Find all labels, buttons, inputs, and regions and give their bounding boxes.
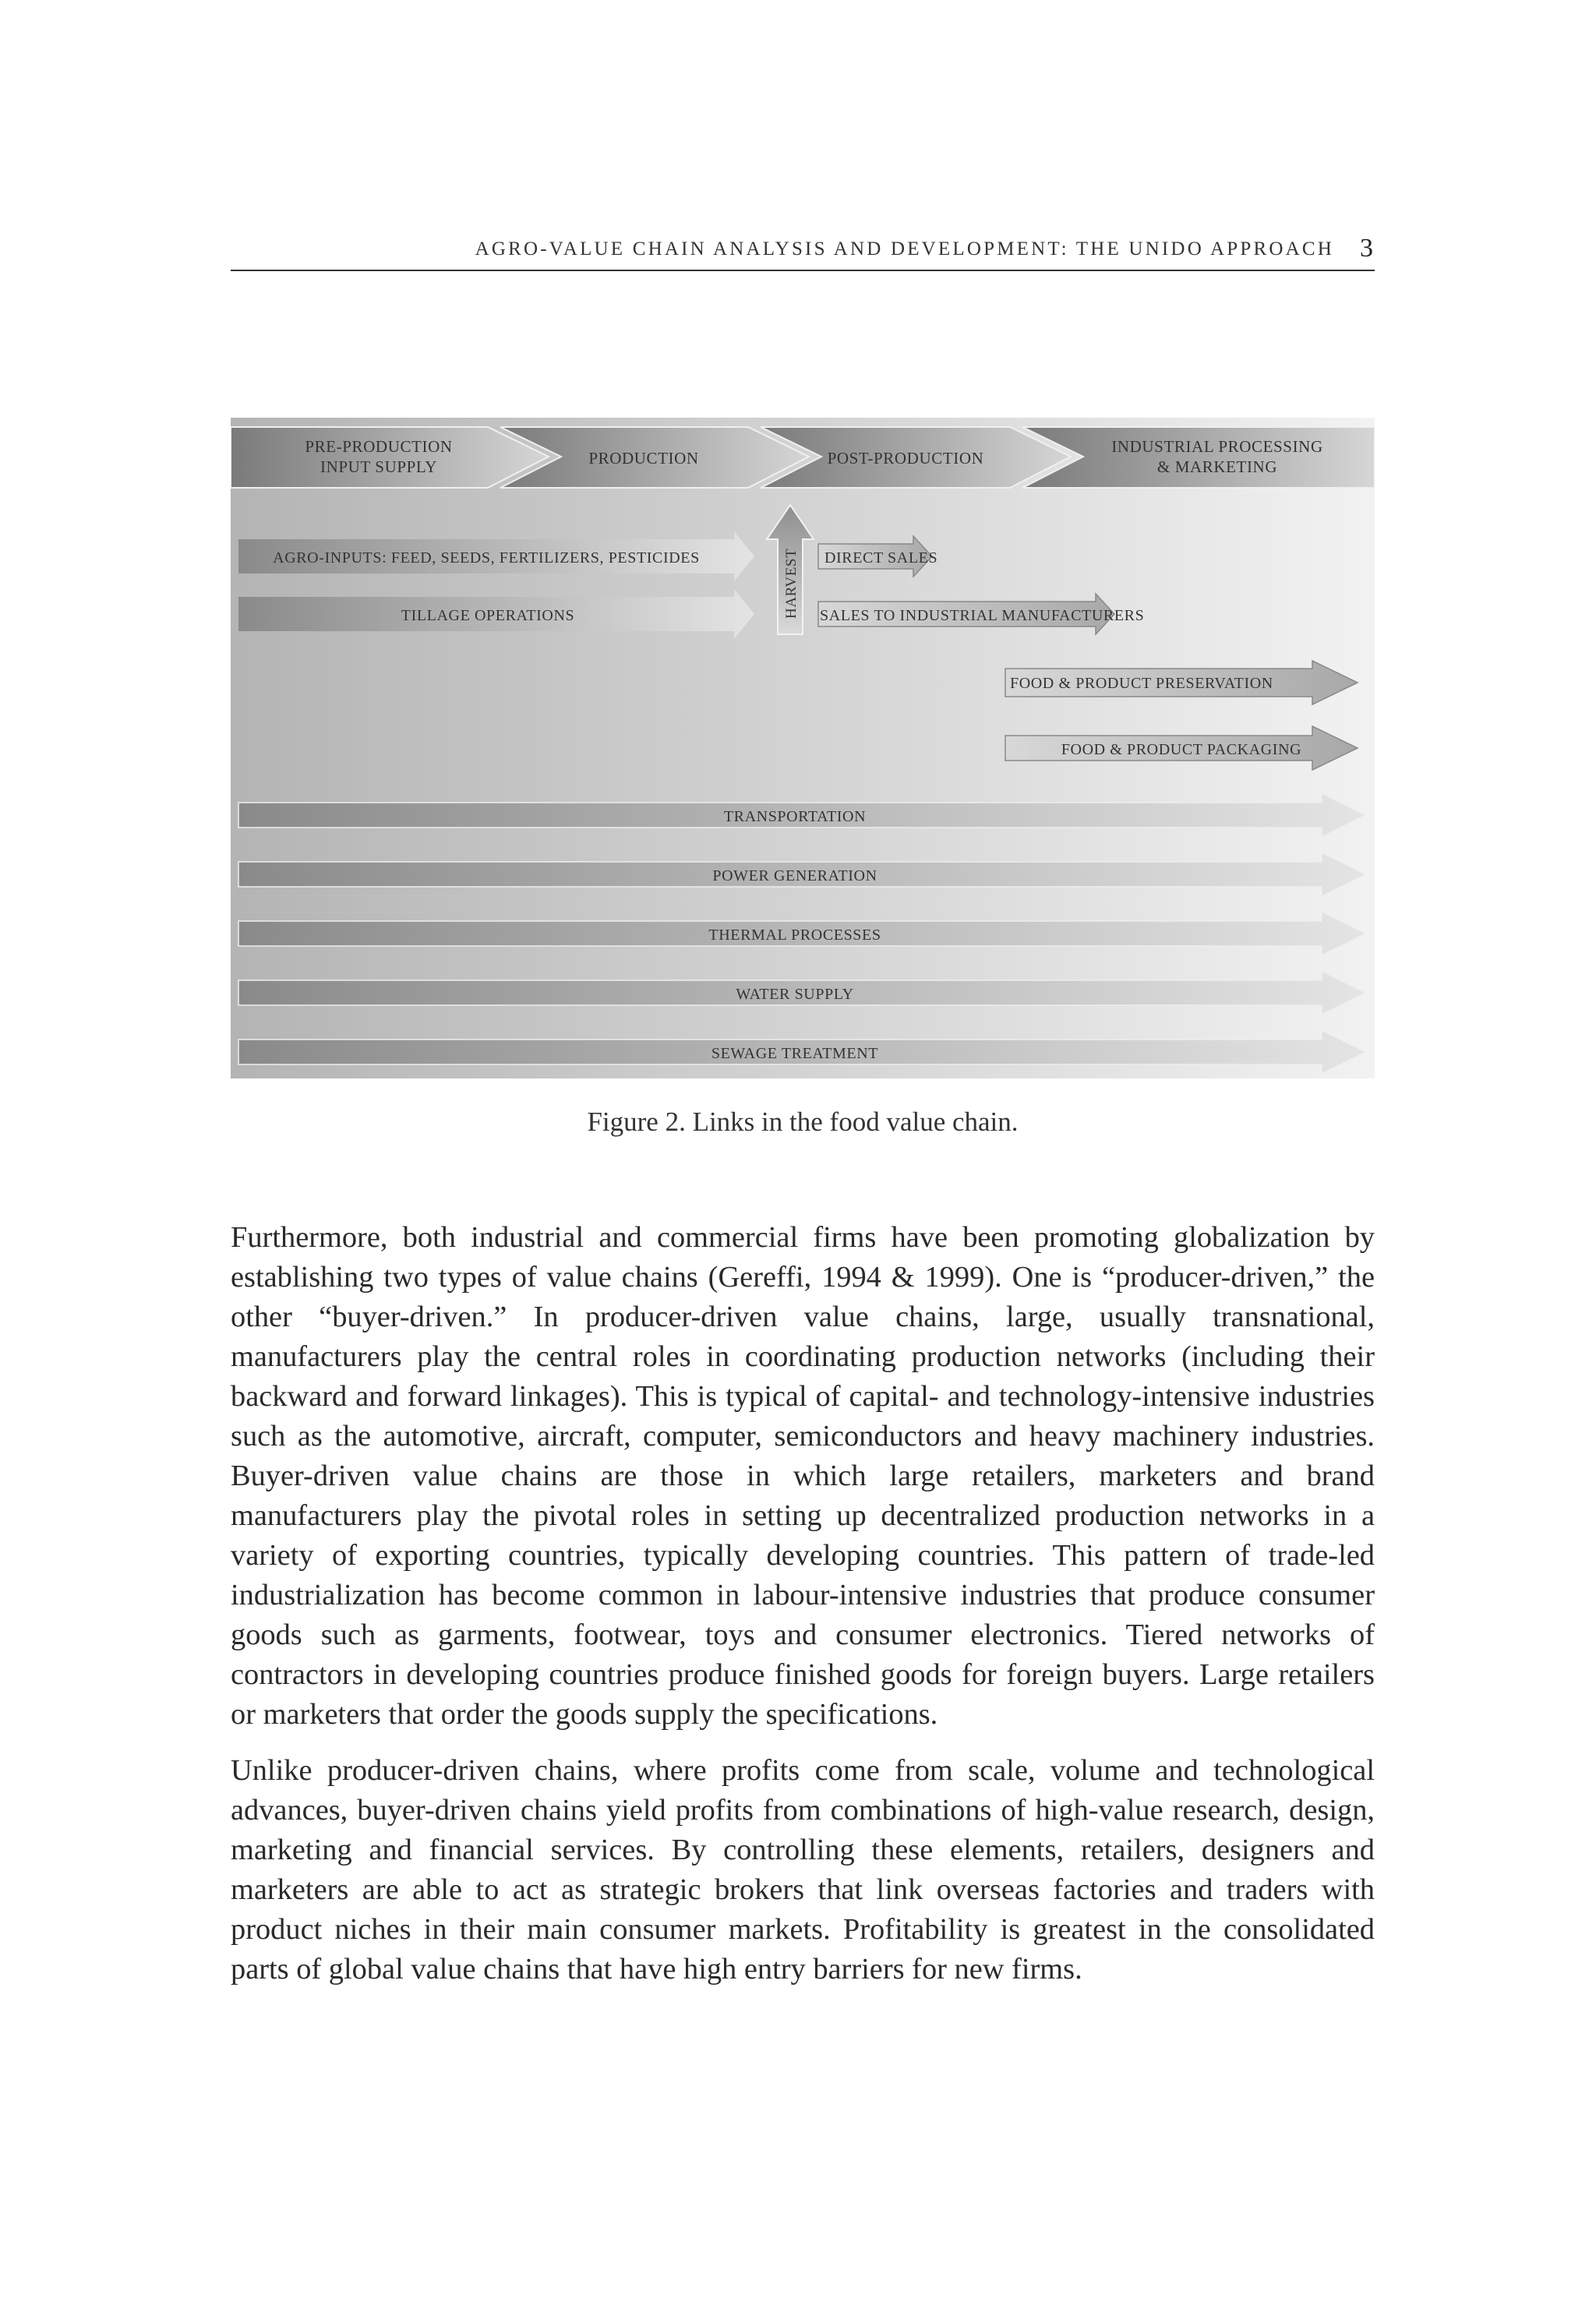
body-paragraph-1: Furthermore, both industrial and commercial firms have been promoting globalization by establishing two types of value chains (Gereffi, 1994 & 1999). One is “producer-driven,” the other “buyer-driven.” In producer-driven value chains, large, usually transnational, manufacturers play the central roles in coordinating production networks (including their backward and forward linkages). This is typical of capital- and technology-intensive industries such as the automotive, aircraft, computer, semiconductors and heavy machinery industries. Buyer-driven value chains are those in which large retailers, marketers and brand manufacturers play the pivotal roles in setting up decentralized production networks in a variety of exporting countries, typically developing countries. This pattern of trade-led industrialization has become common in labour-intensive industries that produce consumer goods such as garments, footwear, toys and consumer electronics. Tiered networks of contractors in developing countries produce finished goods for foreign buyers. Large retailers or marketers that order the goods supply the specifications.	[231, 1221, 1375, 1731]
value-chain-figure	[231, 418, 1375, 1078]
running-title: AGRO-VALUE CHAIN ANALYSIS AND DEVELOPMENT: THE UNIDO APPROACH	[475, 238, 1334, 259]
link-label-sales-industrial: SALES TO INDUSTRIAL MANUFACTURERS	[820, 607, 1145, 624]
cross-label-power-generation: POWER GENERATION	[712, 867, 877, 884]
stage-chevrons	[231, 427, 1375, 488]
stage-label-2: PRODUCTION	[588, 449, 699, 468]
cross-label-transportation: TRANSPORTATION	[723, 808, 867, 825]
cross-label-water-supply: WATER SUPPLY	[736, 986, 854, 1003]
figure-caption: Figure 2. Links in the food value chain.	[587, 1107, 1019, 1137]
link-label-preservation: FOOD & PRODUCT PRESERVATION	[1010, 675, 1273, 692]
stage-label-1b: INPUT SUPPLY	[320, 457, 437, 476]
stage-label-4b: & MARKETING	[1156, 457, 1278, 476]
link-label-packaging: FOOD & PRODUCT PACKAGING	[1061, 741, 1302, 758]
cross-label-sewage-treatment: SEWAGE TREATMENT	[711, 1045, 879, 1062]
stage-label-1a: PRE-PRODUCTION	[305, 437, 453, 456]
value-chain-diagram	[231, 418, 1375, 1078]
link-label-tillage: TILLAGE OPERATIONS	[401, 607, 575, 624]
running-header	[231, 234, 1375, 271]
page-number: 3	[1360, 234, 1373, 263]
link-label-direct-sales: DIRECT SALES	[824, 549, 938, 567]
stage-label-4a: INDUSTRIAL PROCESSING	[1111, 437, 1323, 456]
cross-label-thermal-processes: THERMAL PROCESSES	[708, 927, 881, 944]
link-label-agro-inputs: AGRO-INPUTS: FEED, SEEDS, FERTILIZERS, PESTICIDES	[273, 549, 700, 567]
stage-label-3: POST-PRODUCTION	[827, 449, 984, 468]
body-paragraph-2: Unlike producer-driven chains, where profits come from scale, volume and technological advances, buyer-driven chains yield profits from combinations of high-value research, design, marketing and financial services. By controlling these elements, retailers, designers and marketers are able to act as strategic brokers that link overseas factories and traders with product niches in their main consumer markets. Profitability is greatest in the consolidated parts of global value chains that have high entry barriers for new firms.	[231, 1754, 1375, 1986]
harvest-label: HARVEST	[783, 548, 800, 619]
